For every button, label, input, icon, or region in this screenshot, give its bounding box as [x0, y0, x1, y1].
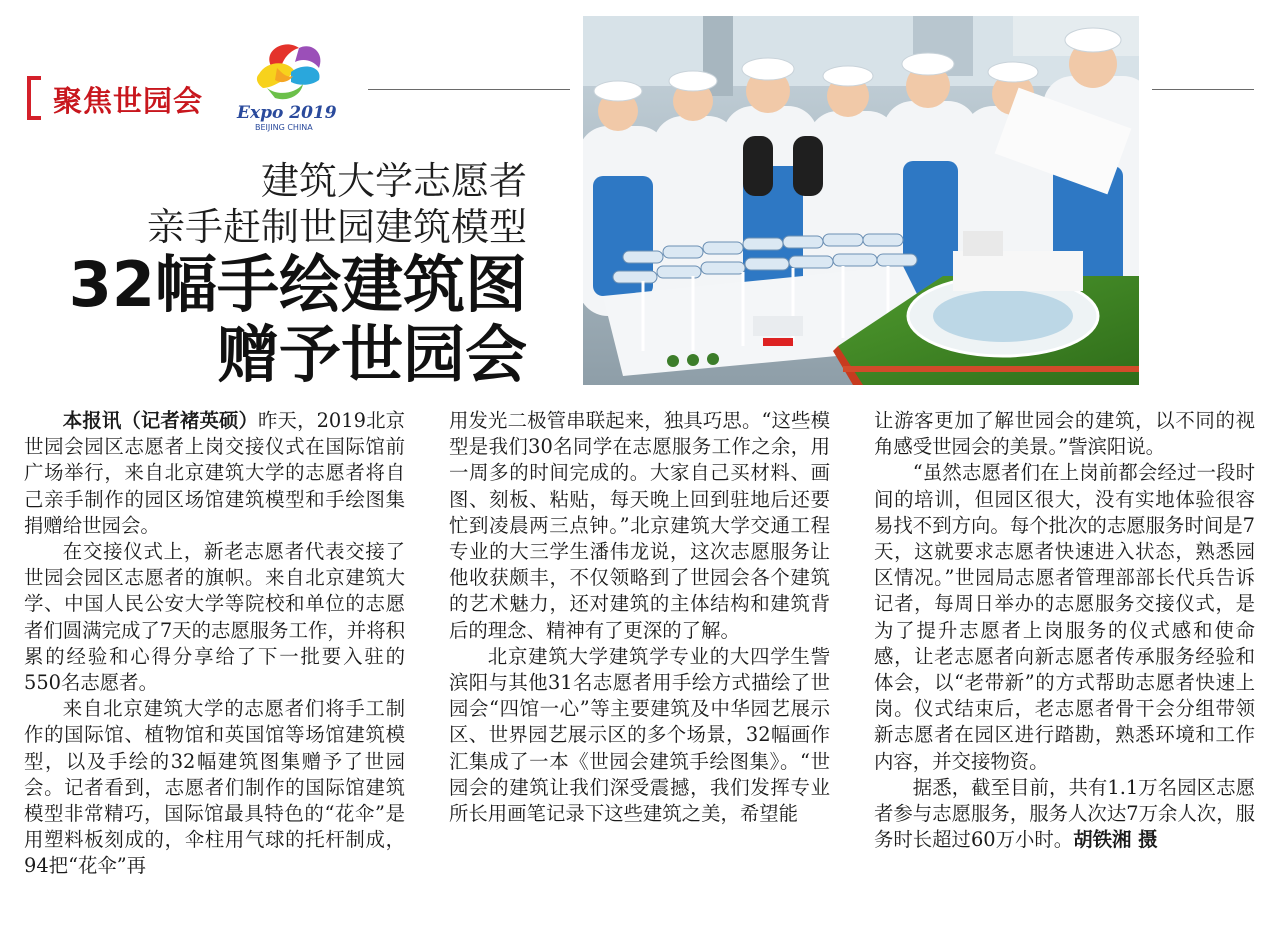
article-paragraph: 让游客更加了解世园会的建筑，以不同的视角感受世园会的美景。”訾滨阳说。	[874, 409, 1255, 459]
section-tag	[27, 76, 227, 122]
logo-petal-blue	[291, 66, 320, 84]
article-paragraph: 本报讯（记者褚英硕）昨天，2019北京世园会园区志愿者上岗交接仪式在国际馆前广场举行，来自北京建筑大学的志愿者将自己亲手制作的园区场馆建筑模型和手绘图集捐赠给世园会。	[24, 409, 405, 537]
article-paragraph: “虽然志愿者们在上岗前都会经过一段时间的培训，但园区很大，没有实地体验很容易找不到方向。每个批次的志愿服务时间是7天，这就要求志愿者快速进入状态，熟悉园区情况。”世园局志愿者管理部部长代兵告诉记者，每周日举办的志愿服务交接仪式，是为了提升志愿者上岗服务的仪式感和使命感，让老志愿者向新志愿者传承服务经验和体会，以“老带新”的方式帮助志愿者快速上岗。仪式结束后，老志愿者骨干会分组带领新志愿者在园区进行踏勘，熟悉环境和工作内容，并交接物资。	[874, 461, 1255, 773]
article-paragraph: 据悉，截至目前，共有1.1万名园区志愿者参与志愿服务，服务人次达7万余人次，服务时长超过60万小时。胡铁湘 摄	[874, 775, 1255, 852]
section-title: 聚焦世园会	[53, 84, 204, 118]
main-headline-line-1: 32幅手绘建筑图	[68, 248, 527, 321]
logo-wordmark: Expo 2019	[237, 103, 337, 123]
main-headline-line-2: 赠予世园会	[216, 318, 527, 391]
logo-petal-green	[267, 84, 303, 99]
article-column-1	[24, 408, 405, 880]
headline-block	[69, 158, 527, 390]
article-paragraph: 在交接仪式上，新老志愿者代表交接了世园会园区志愿者的旗帜。来自北京建筑大学、中国人民公安大学等院校和单位的志愿者们圆满完成了7天的志愿服务工作，并将积累的经验和心得分享给了下一批要入驻的550名志愿者。	[24, 540, 405, 695]
article-paragraph: 北京建筑大学建筑学专业的大四学生訾滨阳与其他31名志愿者用手绘方式描绘了世园会“四馆一心”等主要建筑及中华园艺展示区、世界园艺展示区的多个场景，32幅画作汇集成了一本《世园会建筑手绘图集》。“世园会的建筑让我们深受震撼，我们发挥专业所长用画笔记录下这些建筑之美，希望能	[449, 644, 830, 826]
article-paragraph: 来自北京建筑大学的志愿者们将手工制作的国际馆、植物馆和英国馆等场馆建筑模型，以及手绘的32幅建筑图集赠予了世园会。记者看到，志愿者们制作的国际馆建筑模型非常精巧，国际馆最具特色的“花伞”是用塑料板刻成的，伞柱用气球的托杆制成，94把“花伞”再	[24, 697, 405, 878]
logo-petal-purple	[295, 46, 320, 68]
section-bracket	[27, 76, 41, 120]
expo-2019-logo	[233, 38, 341, 134]
header-rule-right	[1152, 89, 1254, 90]
article-column-3	[874, 408, 1255, 853]
subheadline-line-2: 亲手赶制世园建筑模型	[146, 205, 527, 249]
article-paragraph: 用发光二极管串联起来，独具巧思。“这些模型是我们30名同学在志愿服务工作之余，用一周多的时间完成的。大家自己买材料、画图、刻板、粘贴，每天晚上回到驻地后还要忙到凌晨两三点钟。”北京建筑大学交通工程专业的大三学生潘伟龙说，这次志愿服务让他收获颇丰，不仅领略到了世园会各个建筑的艺术魅力，还对建筑的主体结构和建筑背后的理念、精神有了更深的了解。	[449, 409, 830, 642]
subheadline-line-1: 建筑大学志愿者	[260, 159, 527, 203]
logo-city: BEIJING CHINA	[255, 123, 313, 132]
photo-credit: 胡铁湘 摄	[1073, 828, 1158, 852]
article-lead: 本报讯（记者褚英硕）	[62, 409, 259, 432]
article-column-2	[449, 408, 830, 827]
photo-volunteers-with-models	[583, 16, 1139, 385]
header-rule-left	[368, 89, 570, 90]
